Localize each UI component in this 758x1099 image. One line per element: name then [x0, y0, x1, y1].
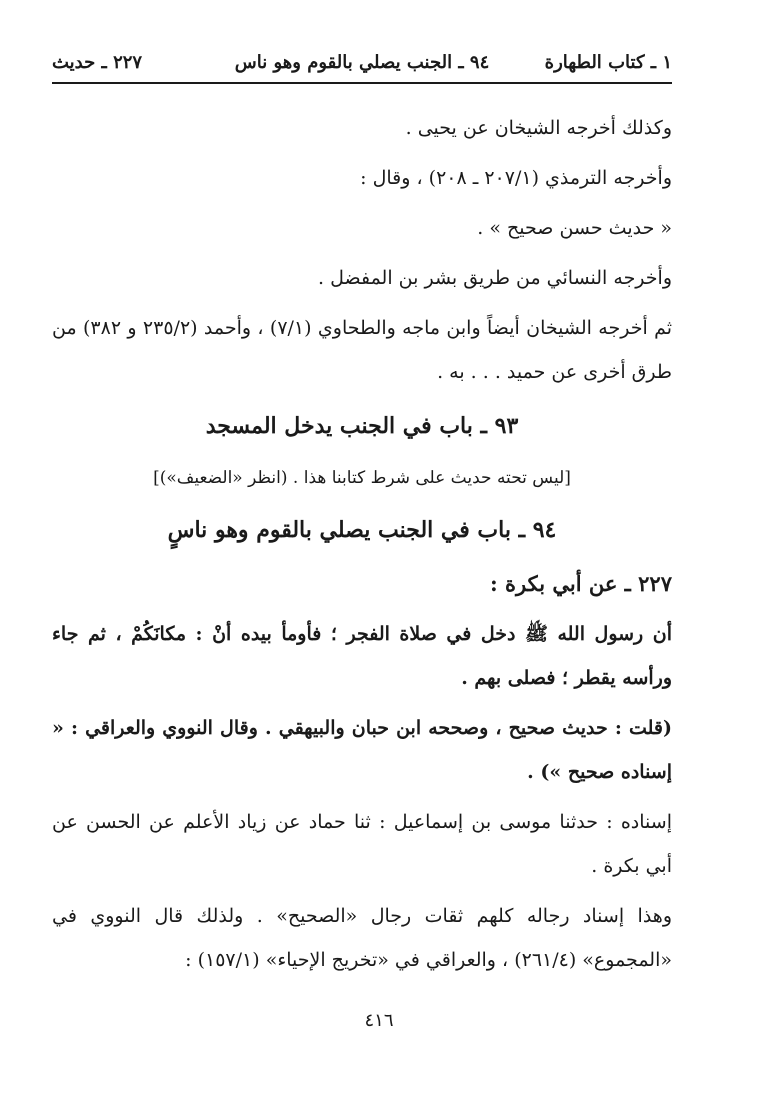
page-number: ٤١٦ — [364, 1010, 394, 1031]
header-book-title: ١ ـ كتاب الطهارة — [544, 52, 672, 73]
chapter-93-note: [ليس تحته حديث على شرط كتابنا هذا . (انظر «الضعيف»)] — [153, 468, 571, 488]
hadith-grading: (قلت : حديث صحيح ، وصححه ابن حبان والبيهقي . وقال النووي والعراقي : « إسناده صحيح ») . — [52, 717, 672, 783]
header-hadith-number: ٢٢٧ ـ حديث — [52, 52, 143, 73]
paragraph-sheikhan: وكذلك أخرجه الشيخان عن يحيى . — [405, 117, 672, 139]
running-header — [52, 48, 672, 84]
hadith-comment: وهذا إسناد رجاله كلهم ثقات رجال «الصحيح» . ولذلك قال النووي في «المجموع» (٢٦١/٤) ، والعراقي في «تخريج الإحياء» (١٥٧/١) : — [52, 905, 672, 971]
chapter-93-heading: ٩٣ ـ باب في الجنب يدخل المسجد — [205, 413, 519, 439]
hadith-number-line: ٢٢٧ ـ عن أبي بكرة : — [489, 571, 672, 596]
book-page — [52, 48, 672, 988]
hadith-isnad: إسناده : حدثنا موسى بن إسماعيل : ثنا حماد عن زياد الأعلم عن الحسن عن أبي بكرة . — [52, 811, 672, 877]
paragraph-other-routes: ثم أخرجه الشيخان أيضاً وابن ماجه والطحاوي (٧/١) ، وأحمد (٢٣٥/٢ و ٣٨٢) من طرق أخرى عن حميد . . . به . — [52, 317, 673, 383]
paragraph-tirmidhi-quote: « حديث حسن صحيح » . — [477, 217, 672, 239]
paragraph-nasai: وأخرجه النسائي من طريق بشر بن المفضل . — [318, 267, 672, 289]
header-chapter-title: ٩٤ ـ الجنب يصلي بالقوم وهو ناس — [234, 52, 490, 73]
paragraph-tirmidhi: وأخرجه الترمذي (٢٠٧/١ ـ ٢٠٨) ، وقال : — [360, 167, 672, 189]
hadith-text: أن رسول الله ﷺ دخل في صلاة الفجر ؛ فأومأ بيده أنْ : مكانَكُمْ ، ثم جاء ورأسه يقطر ؛ فصلى بهم . — [52, 623, 672, 689]
page-body — [52, 106, 672, 982]
chapter-94-heading: ٩٤ ـ باب في الجنب يصلي بالقوم وهو ناسٍ — [167, 517, 557, 543]
